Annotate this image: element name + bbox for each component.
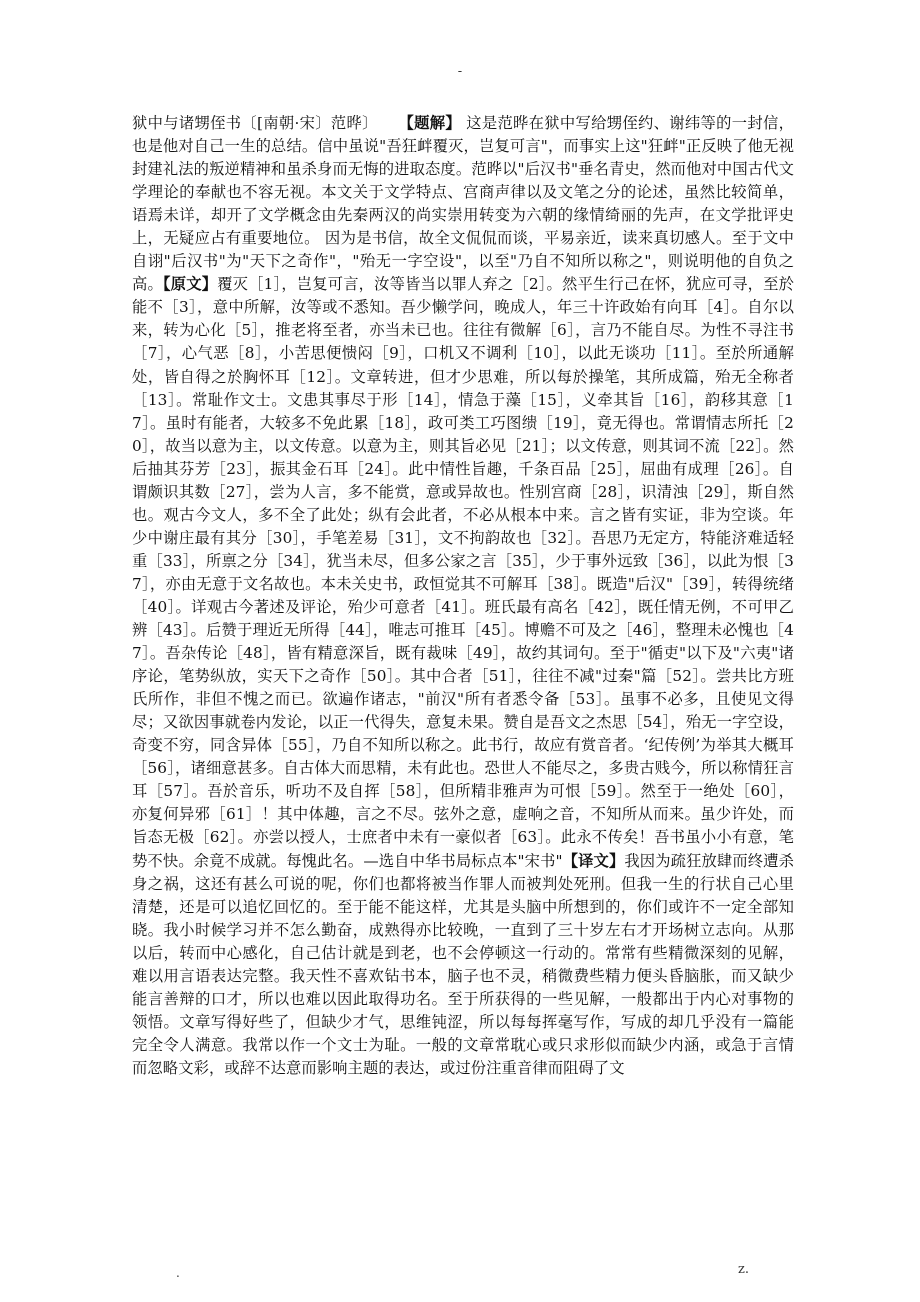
document-paragraph [132,112,794,1080]
document-title-line: 狱中与诸甥侄书〔[南朝·宋〕范晔〕 [132,114,378,132]
yuanwen-text: 覆灭［1］，岂复可言，汝等皆当以罪人弃之［2］。然平生行己在怀，犹应可寻，至於能不［3］，意中所解，汝等或不悉知。吾少懒学问，晚成人，年三十许政始有向耳［4］。自尔以来，转为心化［5］，推老将至者，亦当未已也。往往有微解［6］，言乃不能自尽。为性不寻注书［7］，心气恶［8］，小苦思便愦闷［9］，口机又不调利［10］，以此无谈功［11］。至於所通解处，皆自得之於胸怀耳［12］。文章转进，但才少思难，所以每於操笔，其所成篇，殆无全称者［13］。常耻作文士。文患其事尽于形［14］，情急于藻［15］，义牵其旨［16］，韵移其意［17］。虽时有能者，大较多不免此累［18］，政可类工巧图缋［19］，竟无得也。常谓情志所托［20］，故当以意为主，以文传意。以意为主，则其旨必见［21］；以文传意，则其词不流［22］。然后抽其芬芳［23］，振其金石耳［24］。此中情性旨趣，千条百品［25］，屈曲有成理［26］。自谓颇识其数［27］，尝为人言，多不能赏，意或异故也。性别宫商［28］，识清浊［29］，斯自然也。观古今文人，多不全了此处；纵有会此者，不必从根本中来。言之皆有实证，非为空谈。年少中谢庄最有其分［30］，手笔差易［31］，文不拘韵故也［32］。吾思乃无定方，特能济难适轻重［33］，所禀之分［34］，犹当未尽，但多公家之言［35］，少于事外远致［36］，以此为恨［37］，亦由无意于文名故也。本未关史书，政恒觉其不可解耳［38］。既造"后汉"［39］，转得统绪［40］。详观古今著述及评论，殆少可意者［41］。班氏最有高名［42］，既任情无例，不可甲乙辨［43］。后赞于理近无所得［44］，唯志可推耳［45］。博赡不可及之［46］，整理未必愧也［47］。吾杂传论［48］，皆有精意深旨，既有裁味［49］，故约其词句。至于"循吏"以下及"六夷"诸序论，笔势纵放，实天下之奇作［50］。其中合者［51］，往往不减"过秦"篇［52］。尝共比方班氏所作，非但不愧之而已。欲遍作诸志，"前汉"所有者悉令备［53］。虽事不必多，且使见文得尽；又欲因事就卷内发论，以正一代得失，意复未果。赞自是吾文之杰思［54］，殆无一字空设，奇变不穷，同含异体［55］，乃自不知所以称之。此书行，故应有赏音者。‘纪传例’为举其大概耳［56］，诸细意甚多。自古体大而思精，未有此也。恐世人不能尽之，多贵古贱今，所以称情狂言耳［57］。吾於音乐，听功不及自挥［58］，但所精非雅声为可恨［59］。然至于一绝处［60］，亦复何异邪［61］！其中体趣，言之不尽。弦外之意，虚响之音，不知所从而来。虽少许处，而旨态无极［62］。亦尝以授人，士庶者中未有一豪似者［63］。此永不传矣！吾书虽小小有意，笔势不快。余竟不成就。每愧此名。—选自中华书局标点本"宋书" [132,275,794,870]
page-header-mark: - [457,64,463,79]
tijie-text: 这是范晔在狱中写给甥侄约、谢纬等的一封信，也是他对自己一生的总结。信中虽说"吾狂衅覆灭，岂复可言"，而事实上这"狂衅"正反映了他无视封建礼法的叛逆精神和虽杀身而无悔的进取态度。范晔以"后汉书"垂名青史，然而他对中国古代文学理论的奉献也不容无视。本文关于文学特点、宫商声律以及文笔之分的论述，虽然比较简单，语焉未详，却开了文学概念由先秦两汉的尚实崇用转变为六朝的缘情绮丽的先声，在文学批评史上，无疑应占有重要地位。 因为是书信，故全文侃侃而谈，平易亲近，读来真切感人。至于文中自诩"后汉书"为"天下之奇作"，"殆无一字空设"，以至"乃自不知所以称之"，则说明他的自负之高。 [132,114,794,294]
yiwen-section-tag: 【译文】 [562,851,625,870]
yuanwen-section-tag: 【原文】 [162,275,218,294]
document-body [132,112,794,1080]
tijie-section-tag: 【题解】 [398,114,462,132]
yiwen-text: 我因为疏狂放肆而终遭杀身之祸，这还有甚么可说的呢，你们也都将被当作罪人而被判处死刑。但我一生的行状自己心里清楚，还是可以追忆回忆的。至于能不能这样，尤其是头脑中所想到的，你们或许不一定全部知晓。我小时候学习并不怎么勤奋，成熟得亦比较晚，一直到了三十岁左右才开场树立志向。从那以后，转而中心感化，自己估计就是到老，也不会停顿这一行动的。常常有些精微深刻的见解，难以用言语表达完整。我天性不喜欢钻书本，脑子也不灵，稍微费些精力便头昏脑胀，而又缺少能言善辩的口才，所以也难以因此取得功名。至于所获得的一些见解，一般都出于内心对事物的领悟。文章写得好些了，但缺少才气，思维钝涩，所以每每挥毫写作，写成的却几乎没有一篇能完全令人满意。我常以作一个文士为耻。一般的文章常耽心或只求形似而缺少内涵，或急于言情而忽略文彩，或辞不达意而影响主题的表达，或过份注重音律而阻碍了文 [132,851,794,1077]
footer-right-mark: z. [738,1262,749,1277]
footer-left-mark: . [176,1266,180,1280]
